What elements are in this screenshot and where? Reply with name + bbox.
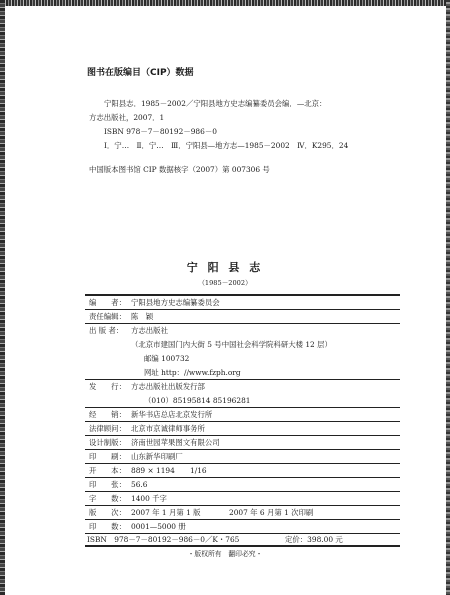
format-fold: 1/16 bbox=[190, 466, 207, 475]
sheets-value: 56.6 bbox=[131, 480, 148, 489]
price: 定价：398.00 元 bbox=[285, 535, 343, 544]
cip-heading: 图书在版编目（CIP）数据 bbox=[87, 68, 194, 78]
distributor-phone: （010）85195814 85196281 bbox=[144, 396, 251, 405]
edition-value: 2007 年 1 月第 1 版 bbox=[131, 508, 201, 517]
isbn-line: ISBN 978－7－80192－986－0／K・765 bbox=[87, 535, 240, 544]
format-value: 889 × 1194 bbox=[131, 466, 175, 475]
divider bbox=[85, 309, 400, 310]
cip-record-number: 中国版本图书馆 CIP 数据核字（2007）第 007306 号 bbox=[89, 165, 270, 174]
design-label: 设计制版： bbox=[89, 438, 126, 447]
cip-line-1: 宁阳县志．1985－2002／宁阳县地方史志编纂委员会编．—北京： bbox=[104, 99, 327, 108]
divider bbox=[85, 477, 400, 478]
distributor-value: 方志出版社出版发行部 bbox=[131, 382, 205, 391]
printing-value: 2007 年 6 月第 1 次印刷 bbox=[229, 508, 314, 517]
editor-value: 宁阳县地方史志编纂委员会 bbox=[131, 298, 220, 307]
editor-label: 编 者： bbox=[89, 298, 126, 307]
resp-editor-value: 陈 颖 bbox=[131, 312, 154, 321]
cip-isbn: ISBN 978－7－80192－986－0 bbox=[104, 127, 217, 136]
cip-classification: Ⅰ．宁… Ⅱ．宁… Ⅲ．宁阳县—地方志—1985－2002 Ⅳ．K295．24 bbox=[104, 141, 349, 150]
divider bbox=[85, 491, 400, 492]
divider-top bbox=[85, 294, 400, 296]
publisher-website: 网址 http：//www.fzph.org bbox=[144, 368, 241, 377]
divider bbox=[85, 519, 400, 520]
runs-value: 0001—5000 册 bbox=[131, 522, 186, 531]
publisher-postcode: 邮编 100732 bbox=[144, 354, 190, 363]
publisher-label: 出 版 者： bbox=[89, 326, 124, 335]
divider bbox=[85, 379, 400, 380]
legal-label: 法律顾问： bbox=[89, 424, 126, 433]
divider bbox=[85, 407, 400, 408]
divider bbox=[85, 449, 400, 450]
design-value: 济南世园苹果图文有限公司 bbox=[131, 438, 220, 447]
distributor-label: 发 行： bbox=[89, 382, 126, 391]
divider bbox=[85, 533, 400, 534]
scan-edge-top bbox=[0, 0, 450, 6]
scan-edge-right bbox=[446, 0, 450, 595]
book-title: 宁 阳 县 志 bbox=[186, 261, 264, 274]
words-label: 字 数： bbox=[89, 494, 126, 503]
cip-line-2: 方志出版社，2007．1 bbox=[89, 113, 165, 122]
legal-value: 北京市京诚律师事务所 bbox=[131, 424, 205, 433]
scan-edge-left bbox=[0, 0, 5, 595]
divider bbox=[85, 435, 400, 436]
printer-value: 山东新华印刷厂 bbox=[131, 452, 183, 461]
divider bbox=[85, 505, 400, 506]
sheets-label: 印 张： bbox=[89, 480, 126, 489]
copyright-notice: ・版权所有 翻印必究・ bbox=[187, 550, 263, 558]
divider bbox=[85, 463, 400, 464]
seller-label: 经 销： bbox=[89, 410, 126, 419]
edition-label: 版 次： bbox=[89, 508, 126, 517]
words-value: 1400 千字 bbox=[131, 494, 167, 503]
book-subtitle: （1985－2002） bbox=[198, 279, 252, 287]
runs-label: 印 数： bbox=[89, 522, 126, 531]
divider bbox=[85, 323, 400, 324]
resp-editor-label: 责任编辑： bbox=[89, 312, 126, 321]
divider-bottom bbox=[85, 545, 400, 547]
publisher-value: 方志出版社 bbox=[131, 326, 168, 335]
format-label: 开 本： bbox=[89, 466, 126, 475]
seller-value: 新华书店总店北京发行所 bbox=[131, 410, 213, 419]
publisher-address: （北京市建国门内大街 5 号中国社会科学院科研大楼 12 层） bbox=[131, 340, 332, 349]
printer-label: 印 刷： bbox=[89, 452, 126, 461]
divider bbox=[85, 421, 400, 422]
